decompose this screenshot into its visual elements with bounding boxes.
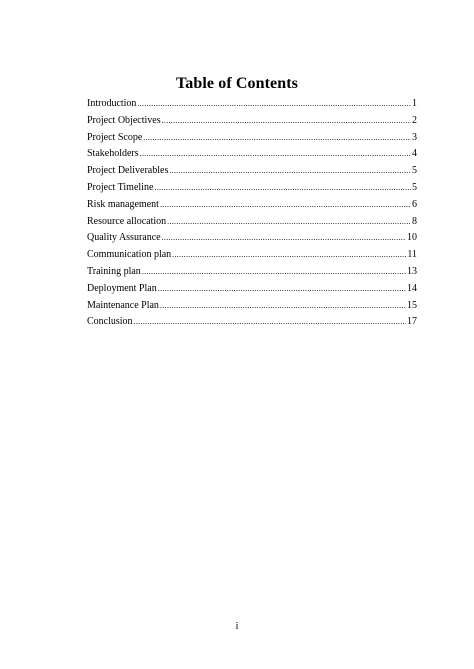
toc-entry-label: Project Objectives bbox=[87, 114, 161, 126]
dot-leader bbox=[154, 180, 411, 197]
toc-entry-page-number: 1 bbox=[412, 98, 417, 109]
toc-entry-label: Maintenance Plan bbox=[87, 299, 159, 311]
toc-entry-label: Risk management bbox=[87, 198, 159, 210]
toc-entry-label: Training plan bbox=[87, 265, 141, 277]
dot-leader bbox=[162, 230, 406, 247]
dot-leader bbox=[162, 113, 411, 130]
dot-leader bbox=[134, 314, 406, 331]
toc-entry-page-number: 11 bbox=[407, 249, 417, 261]
toc-list bbox=[87, 96, 417, 331]
dot-leader bbox=[160, 197, 411, 214]
toc-entry-page-number: 5 bbox=[412, 165, 417, 177]
toc-entry-risk-management[interactable] bbox=[87, 197, 417, 214]
toc-entry-project-scope[interactable] bbox=[87, 130, 417, 147]
toc-entry-resource-allocation[interactable] bbox=[87, 214, 417, 231]
dot-leader bbox=[137, 96, 411, 113]
toc-entry-page-number: 14 bbox=[407, 282, 417, 294]
dot-leader bbox=[142, 264, 406, 281]
toc-entry-page-number: 4 bbox=[412, 148, 417, 160]
page-footer-number: i bbox=[235, 621, 239, 632]
toc-entry-label: Quality Assurance bbox=[87, 232, 161, 244]
toc-entry-page-number: 6 bbox=[412, 198, 417, 210]
toc-entry-introduction[interactable] bbox=[87, 96, 417, 113]
toc-entry-label: Stakeholders bbox=[87, 148, 139, 160]
toc-entry-label: Project Timeline bbox=[87, 181, 154, 193]
toc-entry-label: Conclusion bbox=[87, 316, 133, 328]
toc-entry-training-plan[interactable] bbox=[87, 264, 417, 281]
toc-entry-project-deliverables[interactable] bbox=[87, 163, 417, 180]
toc-entry-label: Introduction bbox=[87, 98, 137, 109]
toc-entry-conclusion[interactable] bbox=[87, 314, 417, 331]
toc-entry-project-objectives[interactable] bbox=[87, 113, 417, 130]
toc-entry-page-number: 17 bbox=[407, 316, 417, 328]
toc-entry-page-number: 2 bbox=[412, 114, 417, 126]
toc-entry-page-number: 8 bbox=[412, 215, 417, 227]
toc-entry-page-number: 10 bbox=[407, 232, 417, 244]
toc-entry-project-timeline[interactable] bbox=[87, 180, 417, 197]
toc-entry-label: Project Scope bbox=[87, 131, 143, 143]
dot-leader bbox=[158, 281, 406, 298]
dot-leader bbox=[160, 298, 406, 315]
toc-entry-page-number: 5 bbox=[412, 181, 417, 193]
toc-entry-page-number: 3 bbox=[412, 131, 417, 143]
dot-leader bbox=[172, 247, 406, 264]
dot-leader bbox=[169, 163, 411, 180]
dot-leader bbox=[167, 214, 411, 231]
dot-leader bbox=[140, 146, 411, 163]
toc-entry-maintenance-plan[interactable] bbox=[87, 298, 417, 315]
toc-entry-label: Project Deliverables bbox=[87, 165, 169, 177]
toc-entry-label: Communication plan bbox=[87, 249, 172, 261]
toc-entry-label: Deployment Plan bbox=[87, 282, 157, 294]
toc-entry-label: Resource allocation bbox=[87, 215, 167, 227]
toc-entry-page-number: 15 bbox=[407, 299, 417, 311]
dot-leader bbox=[143, 130, 411, 147]
toc-entry-quality-assurance[interactable] bbox=[87, 230, 417, 247]
toc-entry-communication-plan[interactable] bbox=[87, 247, 417, 264]
toc-entry-stakeholders[interactable] bbox=[87, 146, 417, 163]
toc-title: Table of Contents bbox=[175, 75, 298, 92]
toc-entry-deployment-plan[interactable] bbox=[87, 281, 417, 298]
toc-entry-page-number: 13 bbox=[407, 265, 417, 277]
